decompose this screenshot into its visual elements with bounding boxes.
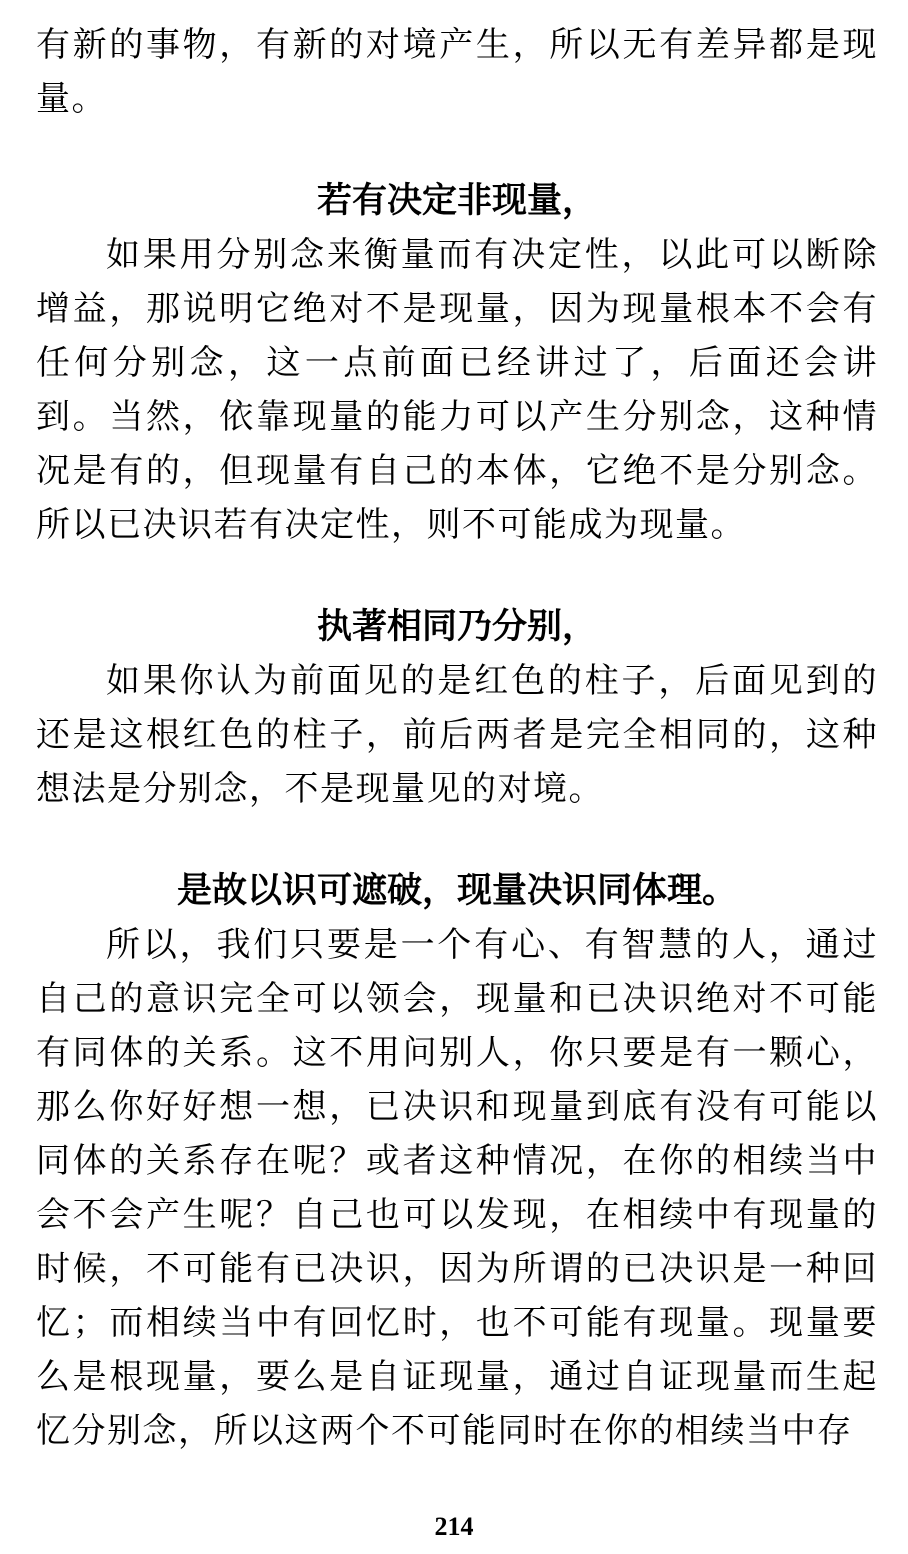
paragraph-4: 所以，我们只要是一个有心、有智慧的人，通过自己的意识完全可以领会，现量和已决识绝对不可能有同体的关系。这不用问别人，你只要是有一颗心，那么你好好想一想，已决识和现量到底有没有可能以同体的关系存在呢？或者这种情况，在你的相续当中会不会产生呢？自己也可以发现，在相续中有现量的时候，不可能有已决识，因为所谓的已决识是一种回忆；而相续当中有回忆时，也不可能有现量。现量要么是根现量，要么是自证现量，通过自证现量而生起忆分别念，所以这两个不可能同时在你的相续当中存 [36, 925, 878, 1451]
paragraph-2: 如果用分别念来衡量而有决定性，以此可以断除增益，那说明它绝对不是现量，因为现量根本不会有任何分别念，这一点前面已经讲过了，后面还会讲到。当然，依靠现量的能力可以产生分别念，这种情况是有的，但现量有自己的本体，它绝不是分别念。所以已决识若有决定性，则不可能成为现量。 [36, 235, 878, 545]
page-body [36, 18, 878, 1458]
paragraph-1: 有新的事物，有新的对境产生，所以无有差异都是现量。 [36, 25, 878, 119]
verse-heading-2: 执著相同乃分别， [316, 607, 597, 647]
page-number: 214 [434, 1512, 474, 1541]
verse-heading-1: 若有决定非现量， [316, 181, 597, 221]
verse-heading-3: 是故以识可遮破，现量决识同体理。 [176, 871, 737, 911]
paragraph-3: 如果你认为前面见的是红色的柱子，后面见到的还是这根红色的柱子，前后两者是完全相同的，这种想法是分别念，不是现量见的对境。 [36, 661, 878, 809]
